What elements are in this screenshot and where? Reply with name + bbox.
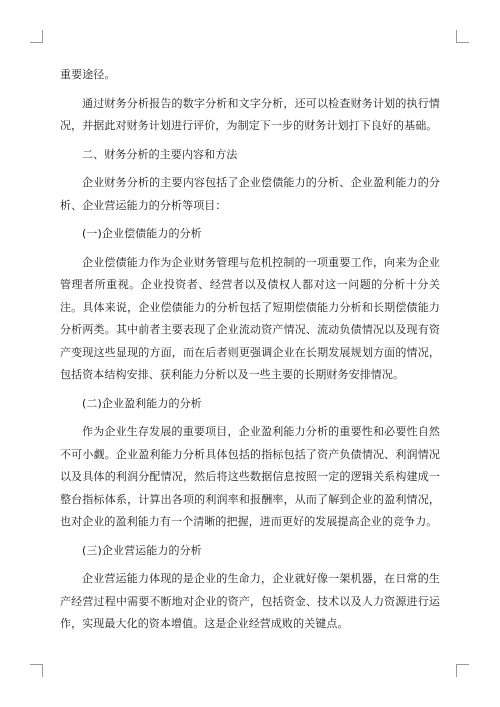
paragraph-profitability: 作为企业生存发展的重要项目，企业盈利能力分析的重要性和必要性自然不可小觑。企业盈利能力分析具体包括的指标包括了资产负债情况、利润情况以及具体的利润分配情况，然后将这些数据信息按照一定的逻辑关系构建成一整台指标体系，计算出各项的利润率和报酬率，从而了解到企业的盈利情况，也对企业的盈利能力有一个清晰的把握，进而更好的发展提高企业的竞争力。 bbox=[60, 425, 440, 528]
paragraph-main-content: 企业财务分析的主要内容包括了企业偿债能力的分析、企业盈利能力的分析、企业营运能力的分析等项目： bbox=[60, 176, 440, 212]
paragraph-report-check: 通过财务分析报告的数字分析和文字分析，还可以检查财务计划的执行情况，并据此对财务计划进行评价，为制定下一步的财务计划打下良好的基础。 bbox=[60, 96, 440, 132]
crop-mark-bottom-right bbox=[456, 664, 469, 677]
paragraph-solvency: 企业偿债能力作为企业财务管理与危机控制的一项重要工作，向来为企业管理者所重视。企业投资者、经营者以及债权人都对这一问题的分析十分关注。具体来说，企业偿债能力的分析包括了短期偿债能力分析和长期偿债能力分析两类。其中前者主要表现了企业流动资产情况、流动负债情况以及现有资产变现这些显现的方面，而在后者则更强调企业在长期发展规划方面的情况，包括资本结构安排、获利能力分析以及一些主要的长期财务安排情况。 bbox=[60, 255, 440, 381]
paragraph-operating-capacity: 企业营运能力体现的是企业的生命力，企业就好像一架机器，在日常的生产经营过程中需要不断地对企业的资产，包括资金、技术以及人力资源进行运作，实现最大化的资本增值。这是企业经营成败的关键点。 bbox=[60, 572, 440, 630]
subheading-operating-capacity: (三)企业营运能力的分析 bbox=[82, 543, 202, 557]
section-heading-main-content: 二、财务分析的主要内容和方法 bbox=[82, 147, 238, 161]
document-body bbox=[60, 64, 440, 636]
paragraph-continued: 重要途径。 bbox=[60, 68, 116, 81]
crop-mark-top-left bbox=[30, 30, 43, 43]
crop-mark-bottom-left bbox=[30, 664, 43, 677]
crop-mark-top-right bbox=[456, 30, 469, 43]
subheading-solvency: (一)企业偿债能力的分析 bbox=[82, 227, 202, 240]
subheading-profitability: (二)企业盈利能力的分析 bbox=[82, 396, 202, 410]
